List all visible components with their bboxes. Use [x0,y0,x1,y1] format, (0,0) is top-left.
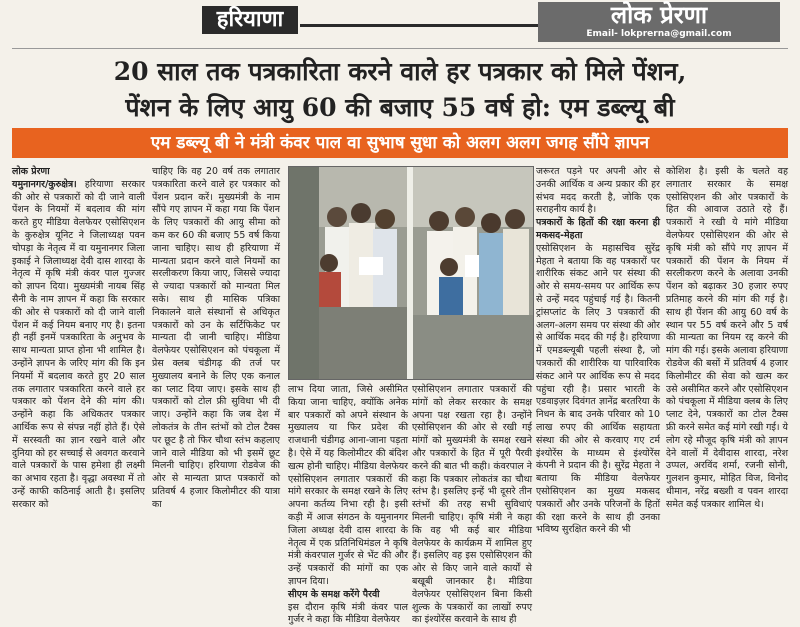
article-column-5 [536,166,660,580]
brand-name: लोक प्रेरणा [610,1,708,29]
headline-line-1: 20 साल तक पत्रकारिता करने वाले हर पत्रकार को मिले पेंशन, [113,57,687,86]
top-divider [12,48,788,49]
column-4-text: एसोसिएशन लगातार पत्रकारों की मांगों को लेकर सरकार के समक्ष अपना पक्ष रखता रहा है। उन्होंने एसोसिएशन की ओर से रखी गई मांगों को मुख्यमंत्री के समक्ष रखने और पत्रकारों के हित में पूरी पैरवी करने की बात भी कही। कंवरपाल ने कहा कि पत्रकार लोकतंत्र का चौथा स्तंभ है। इसलिए इन्हें भी दूसरे तीन स्तंभों की तरह सभी सुविधाएं मिलनी चाहिए। कृषि मंत्री ने कहा कि वह भी कई बार मीडिया वेलफेयर के कार्यक्रम में शामिल हुए हैं। इसलिए वह इस एसोसिएशन की ओर से किए जाने वाले कार्यों से बखूबी जानकार है। मीडिया वेलफेयर एसोसिएशन बिना किसी शुल्क के पत्रकारों का लाखों रुपए का इंश्योरेंस करवाने के साथ ही [412,384,532,626]
article-column-1 [12,166,145,580]
brand-block [538,2,780,42]
headline [12,54,788,126]
brand-email: Email- lokprerna@gmail.com [586,29,732,39]
news-photo [288,166,534,380]
column-6-text: कोशिश है। इसी के चलते वह लगातार सरकार के समक्ष एसोसिएशन की ओर पत्रकारों के हित की आवाज उठाते रहे हैं। पत्रकारों ने रखी ये मांगे मीडिया वेलफेयर एसोसिएशन की ओर से कृषि मंत्री को सौंपे गए ज्ञापन में पत्रकारों की पेंशन के नियम में सरलीकरण करने के अलावा उनकी पेंशन को बढ़ाकर 30 हजार रुपए प्रतिमाह करने की मांग की गई है। साथ ही पेंशन की आयु 60 वर्ष के स्थान पर 55 वर्ष करने और 5 वर्ष की मान्यता का नियम रद्द करने की मांग की गई। इसके अलावा हरियाणा रोडवेज की बसों में प्रतिवर्ष 4 हजार किलोमीटर की सेवा को खत्म कर उसे असीमित करने और एसोसिएशन को पंचकूला में मीडिया क्लब के लिए प्लाट देने, पत्रकारों का टोल टैक्स फ्री करने समेत कई मांगे रखी गई। ये लोग रहे मौजूद कृषि मंत्री को ज्ञापन देने वालों में देवीदास शारदा, नरेश उप्पल, अरविंद शर्मा, रजनी सोनी, गुलशन कुमार, मोहित विज, विनोद धीमान, नरेंद्र बख्शी व पवन शारदा समेत कई पत्रकार शामिल थे। [666,166,788,510]
masthead-rule [300,24,538,27]
byline: लोक प्रेरणा [12,166,50,177]
article-body [12,166,788,626]
section-tag: हरियाणा [202,6,298,34]
photo-illustration [289,167,533,379]
article-column-6 [666,166,788,580]
column-2-text: चाहिए कि वह 20 वर्ष तक लगातार पत्रकारिता करने वाले हर पत्रकार को पेंशन प्रदान करें। मुख्यमंत्री के नाम सौंपे गए ज्ञापन में कहा गया कि पेंशन के लिए पत्रकारों की आयु सीमा को कम कर 60 की बजाए 55 वर्ष किया जाना चाहिए। साथ ही हरियाणा में मान्यता प्रदान करने वाले नियमों का सरलीकरण किया जाए, जिससे ज्यादा से ज्यादा पत्रकारों को मान्यता मिल सके। साथ ही मासिक पत्रिका निकालने वाले संस्थानों से अधिकृत पत्रकारों को उन के सर्टिफिकेट पर मान्यता दी जानी चाहिए। मीडिया वेलफेयर एसोसिएशन को पंचकूला में प्रेस क्लब चंडीगढ़ की तर्ज पर मुख्यालय बनाने के लिए एक कनाल का प्लाट दिया जाए। इसके साथ ही पत्रकारों को टोल फ्री सुविधा भी दी जाए। उन्होंने कहा कि जब देश में लोकतंत्र के तीन स्तंभों को टोल टैक्स पर छूट है तो फिर चौथा स्तंभ कहलाए जाने वाले मीडिया को भी इसमें छूट मिलनी चाहिए। हरियाणा रोडवेज की ओर से मान्यता प्राप्त पत्रकारों को प्रतिवर्ष 4 हजार किलोमीटर की यात्रा का [152,166,280,510]
article-column-3 [288,384,408,626]
column-3-text: लाभ दिया जाता, जिसे असीमित किया जाना चाहिए, क्योंकि अनेक बार पत्रकारों को अपने संस्थान के मुख्यालय या फिर प्रदेश की राजधानी चंडीगढ़ आना-जाना पड़ता है। ऐसे में यह किलोमीटर की बंदिश खत्म होनी चाहिए। मीडिया वेलफेयर एसोसिएशन लगातार पत्रकारों की मांगे सरकार के समक्ष रखने के लिए अपना कर्तव्य निभा रही है। इसी कड़ी में आज संगठन के यमुनानगर जिला अध्यक्ष देवी दास शारदा के नेतृत्व में एक प्रतिनिधिमंडल ने कृषि मंत्री कंवरपाल गुर्जर से भेंट की और उन्हें पत्रकारों की मांगों का एक ज्ञापन दिया। [288,384,408,587]
article-column-2 [152,166,280,580]
column-5-body: एसोसिएशन के महासचिव सुरेंद्र मेहता ने बताया कि वह पत्रकारों पर शारीरिक संकट आने पर संस्था की ओर से समय-समय पर आर्थिक रूप से उन्हें मदद पहुंचाई गई है। कितनी ट्रांसप्लांट के लिए 3 पत्रकारों की अलग-अलग समय पर संस्था की ओर से आर्थिक मदद की गई है। हरियाणा में एमडब्ल्यूबी पहली संस्था है, जो पत्रकारों की शारीरिक या पारिवारिक संकट आने पर आर्थिक रूप से मदद पहुंचा रही है। प्रसार भारती के एडवाइज़र दिवंगत ज्ञानेंद्र बरतरिया के निधन के बाद उनके परिवार को 10 लाख रुपए की आर्थिक सहायता संस्था की ओर से करवाए गए टर्म इंश्योरेंस के माध्यम से इंश्योरेंस कंपनी ने प्रदान की है। सुरेंद्र मेहता ने बताया कि मीडिया वेलफेयर एसोसिएशन का मुख्य मकसद पत्रकारों और उनके परिजनों के हितों की रक्षा करने के साथ ही उनका भविष्य सुरक्षित करने की भी [536,242,660,536]
column-3-subhead: सीएम के समक्ष करेंगे पैरवी [288,588,380,600]
headline-line-2: पेंशन के लिए आयु 60 की बजाए 55 वर्ष हो: एम डब्ल्यू बी [125,93,675,122]
column-5-text: जरूरत पड़ने पर अपनी ओर से उनकी आर्थिक व अन्य प्रकार की हर संभव मदद करती है, जोकि एक सराहनीय कार्य है। [536,166,660,216]
masthead [0,0,800,46]
subheadline-banner: एम डब्ल्यू बी ने मंत्री कंवर पाल वा सुभाष सुधा को अलग अलग जगह सौंपे ज्ञापन [12,128,788,158]
column-3-tail: इस दौरान कृषि मंत्री कंवर पाल गुर्जर ने कहा कि मीडिया वेलफेयर [288,601,408,626]
column-1-text: हरियाणा सरकार की ओर से पत्रकारों को दी जाने वाली पेंशन के नियमों में बदलाव की मांग करते हुए मीडिया वेलफेयर एसोसिएशन के कुरुक्षेत्र यूनिट ने जिलाध्यक्ष पवन चोपड़ा के नेतृत्व में वा यमुनानगर जिला इकाई ने जिलाध्यक्ष देवी दास शारदा के नेतृत्व में कृषि मंत्री कंवर पाल गुज्जर को ज्ञापन दिया। मुख्यमंत्री नायब सिंह सैनी के नाम ज्ञापन में कहा कि सरकार की ओर से पत्रकारों को दी जाने वाली पेंशन में कई नियम बनाए गए है। इतना ही नहीं इनमें पत्रकारिता के अनुभव के साथ मान्यता प्राप्त होना भी शामिल है। उन्होंने ज्ञापन के जरिए मांग की कि इन नियमों में बदलाव करते हुए 20 साल तक लगातार पत्रकारिता करने वाले हर पत्रकार को पेंशन देने की मांग की। उन्होंने कहा कि अधिकतर पत्रकार आर्थिक रूप से संपन्न नहीं होते हैं। ऐसे में सरस्वती का ज्ञान रखने वाले और दुनिया को हर सच्चाई से अवगत करवाने वाले पत्रकारों के पास हमेशा ही लक्ष्मी का अभाव रहता है। वृद्धा अवस्था में तो उन्हें काफी कठिनाई आती है। इसलिए सरकार को [12,178,145,510]
dateline: यमुनानगर/कुरुक्षेत्र। [12,178,77,190]
article-column-4 [412,384,532,626]
column-5-subhead: पत्रकारों के हितों की रक्षा करना ही मकसद-मेहता [536,217,660,241]
